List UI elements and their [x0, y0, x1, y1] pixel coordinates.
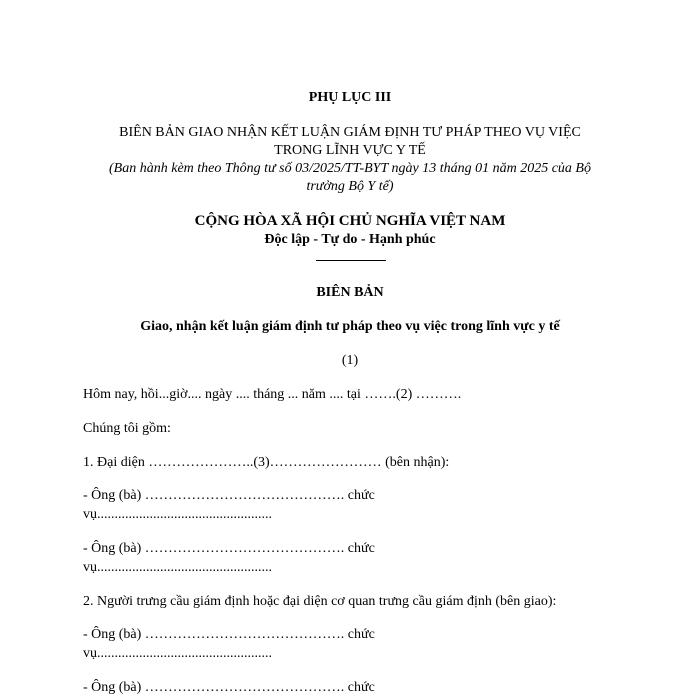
- appendix-heading: PHỤ LỤC III: [308, 90, 392, 105]
- nation-motto: Độc lập - Tự do - Hạnh phúc: [264, 232, 436, 247]
- person-line: - Ông (bà) ……………………………………. chức: [83, 541, 375, 556]
- document-title-line-2: TRONG LĨNH VỰC Y TẾ: [274, 143, 426, 158]
- form-subtitle: Giao, nhận kết luận giám định tư pháp theo vụ việc trong lĩnh vực y tế: [140, 319, 560, 334]
- position-line: vụ..................................................: [83, 646, 272, 661]
- document-title-line-1: BIÊN BẢN GIAO NHẬN KẾT LUẬN GIÁM ĐỊNH TƯ PHÁP THEO VỤ VIỆC: [119, 125, 581, 140]
- issued-note-line-1: (Ban hành kèm theo Thông tư số 03/2025/TT-BYT ngày 13 tháng 01 năm 2025 của Bộ: [109, 161, 591, 176]
- form-title: BIÊN BẢN: [316, 285, 384, 300]
- date-location-line: Hôm nay, hồi...giờ.... ngày .... tháng ... năm .... tại …….(2) ……….: [83, 387, 462, 402]
- issued-note-line-2: trưởng Bộ Y tế): [306, 179, 394, 194]
- header-separator: [316, 260, 386, 261]
- section-2-giver: 2. Người trưng cầu giám định hoặc đại diện cơ quan trưng cầu giám định (bên giao):: [83, 594, 557, 609]
- participants-intro: Chúng tôi gồm:: [83, 421, 171, 436]
- note-1: (1): [341, 353, 359, 368]
- position-line: vụ..................................................: [83, 507, 272, 522]
- person-line: - Ông (bà) ……………………………………. chức: [83, 488, 375, 503]
- section-1-receiver: 1. Đại diện …………………..(3)…………………… (bên nhận):: [83, 455, 450, 470]
- position-line: vụ..................................................: [83, 560, 272, 575]
- nation-header: CỘNG HÒA XÃ HỘI CHỦ NGHĨA VIỆT NAM: [194, 213, 506, 229]
- person-line: - Ông (bà) ……………………………………. chức: [83, 627, 375, 642]
- person-line: - Ông (bà) ……………………………………. chức: [83, 680, 375, 695]
